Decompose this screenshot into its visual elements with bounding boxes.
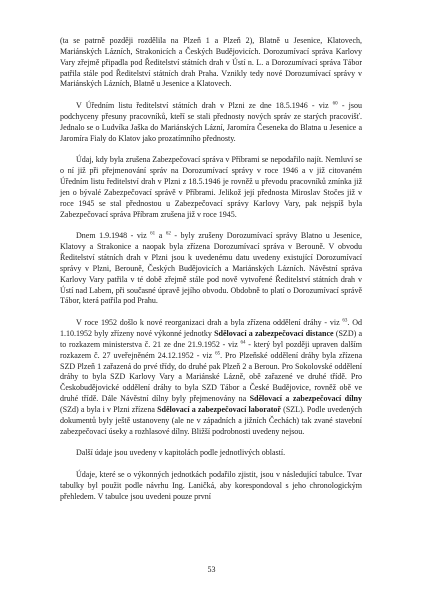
paragraph-2 <box>60 101 362 144</box>
paragraph-1 <box>60 36 362 90</box>
paragraph-5-text-g: (SZL). Podle uvedených dokumentů byly ještě ustanoveny (ale ne v západních a jižních Čechách) tak zvané stavební zabezpečovací úseky a rozhlasové dílny. Bližší podrobnosti uvedeny nejsou. <box>60 404 362 436</box>
paragraph-3 <box>60 155 362 220</box>
term-szdilny: Sdělovací a zabezpečovací dílny <box>249 394 362 404</box>
footnote-ref-63[interactable]: 63 <box>342 318 348 324</box>
paragraph-4 <box>60 231 362 307</box>
paragraph-7-text: Údaje, které se o výkonných jednotkách podařilo zjistit, jsou v následující tabulce. Tvar tabulky byl použit podle návrhu Ing. Laničká, aby korespondoval s jeho chronologickým přehledem. V tabulce jsou uvedeni pouze první <box>60 470 362 501</box>
paragraph-5 <box>60 318 362 437</box>
footnote-ref-65[interactable]: 65 <box>215 351 221 356</box>
paragraph-6-text: Další údaje jsou uvedeny v kapitolách podle jednotlivých oblastí. <box>76 448 286 458</box>
paragraph-5-text-f: (SZd) a byla i v Plzni zřízena <box>60 404 158 414</box>
page-number: 53 <box>207 565 216 574</box>
paragraph-5-text-e: . Pro Plzeňské oddělení dráhy byla zřízena SZD Plzeň 1 zařazená do prvé třídy, do druhé pak Plzeň 2 a Beroun. Pro Sokolovské oddělení dráhy to byla SZD Karlovy Vary a Mariánské Lázně, obě zařazené ve druhé třídě. Pro Českobudějovické oddělení dráhy to byla SZD Tábor a České Budějovice, rovněž obě ve druhé třídě. Dále Návěstní dílny byly přejmenovány na <box>60 350 363 404</box>
paragraph-4-text-c: - byly zrušeny Dorozumívací správy Blatno u Jesenice, Klatovy a Strakonice a naopak byla zřízena Dorozumívací správa v Berouně. V obvodu Ředitelství státních drah v Plzni jsou k uvedenému datu uvedeny existující Dorozumívací správy v Plzni, Berouně, Českých Budějovicích a Mariánských Lázních. Návěstní správa Karlovy Vary patřila v té době zřejmě stále pod nově vytvořené Ředitelství státních drah v Ústí nad Labem, při současné úpravě jejího obvodu. Obdobně to platí o Dorozumívací správě Tábor, která patřila pod Prahu. <box>60 231 362 306</box>
paragraph-1-text: (ta se patrně později rozdělila na Plzeň 1 a Plzeň 2), Blatně u Jesenice, Klatovech, Mariánských Lázních, Strakonicích a Českých Budějovicích. Dorozumívací správa Karlovy Vary zřejmě připadla pod Ředitelství státních drah v Ústí n. L. a Dorozumívací správa Tábor patřila stále pod Ředitelství státních drah Praha. Vznikly tedy nové Dorozumívací správy v Mariánských Lázních, Blatně u Jesenice a Klatovech. <box>60 36 362 89</box>
paragraph-4-text-a: Dnem 1.9.1948 - viz <box>76 231 151 241</box>
paragraph-6 <box>60 448 362 459</box>
paragraph-2-text-b: - jsou podchyceny přesuny pracovníků, kteří se stali přednosty nových správ ze starých pracovišť. Jednalo se o Ludvíka Jaška do Mariánských Lázní, Jaromíra Česeneka do Blatna u Jesenice a Jaromíra Fialy do Klatov jako prozatímního přednosty. <box>60 101 363 143</box>
footnote-ref-64[interactable]: 64 <box>240 340 246 346</box>
term-szl: Sdělovací a zabezpečovací laboratoř <box>157 404 281 414</box>
paragraph-5-text-d: - který byl později upraven dalším rozkazem č. 27 uveřejněném 24.12.1952 - viz <box>60 339 363 360</box>
footnote-ref-62[interactable]: 62 <box>165 231 171 237</box>
paragraph-7 <box>60 470 362 503</box>
paragraph-4-text-b: a <box>155 231 166 241</box>
footnote-ref-60[interactable]: 60 <box>332 101 338 107</box>
document-page <box>60 36 362 513</box>
paragraph-5-text-b: . Od 1.10.1952 byly zřízeny nové výkonné jednotky <box>60 318 362 338</box>
paragraph-2-text-a: V Úředním listu ředitelství státních drah v Plzni ze dne 18.5.1946 - viz <box>76 101 333 111</box>
footnote-ref-61[interactable]: 61 <box>150 231 156 237</box>
paragraph-5-text-a: V roce 1952 došlo k nové reorganizaci drah a byla zřízena oddělení dráhy - viz <box>76 318 343 328</box>
term-szd: Sdělovací a zabezpečovací distance <box>214 328 334 338</box>
paragraph-3-text: Údaj, kdy byla zrušena Zabezpečovací správa v Příbrami se nepodařilo najít. Nemluví se o ní již při přejmenování správ na Dorozumívací správy v roce 1946 a v již citovaném Úředním listu ředitelství drah v Plzni z 18.5.1946 je rovněž u převodu pracovníků zmínka již jen o bývalé Zabezpečovací správě v Příbrami. Jelikož její přednosta Miroslav Stočes již v roce 1945 se stal přednostou u Zabezpečovací správy Karlovy Vary, pak nejspíš byla Zabezpečovací správa Příbram zrušena již v roce 1945. <box>60 155 362 219</box>
paragraph-5-text-c: (SZD) a to rozkazem ministerstva č. 21 ze dne 21.9.1952 - viz <box>60 328 363 349</box>
